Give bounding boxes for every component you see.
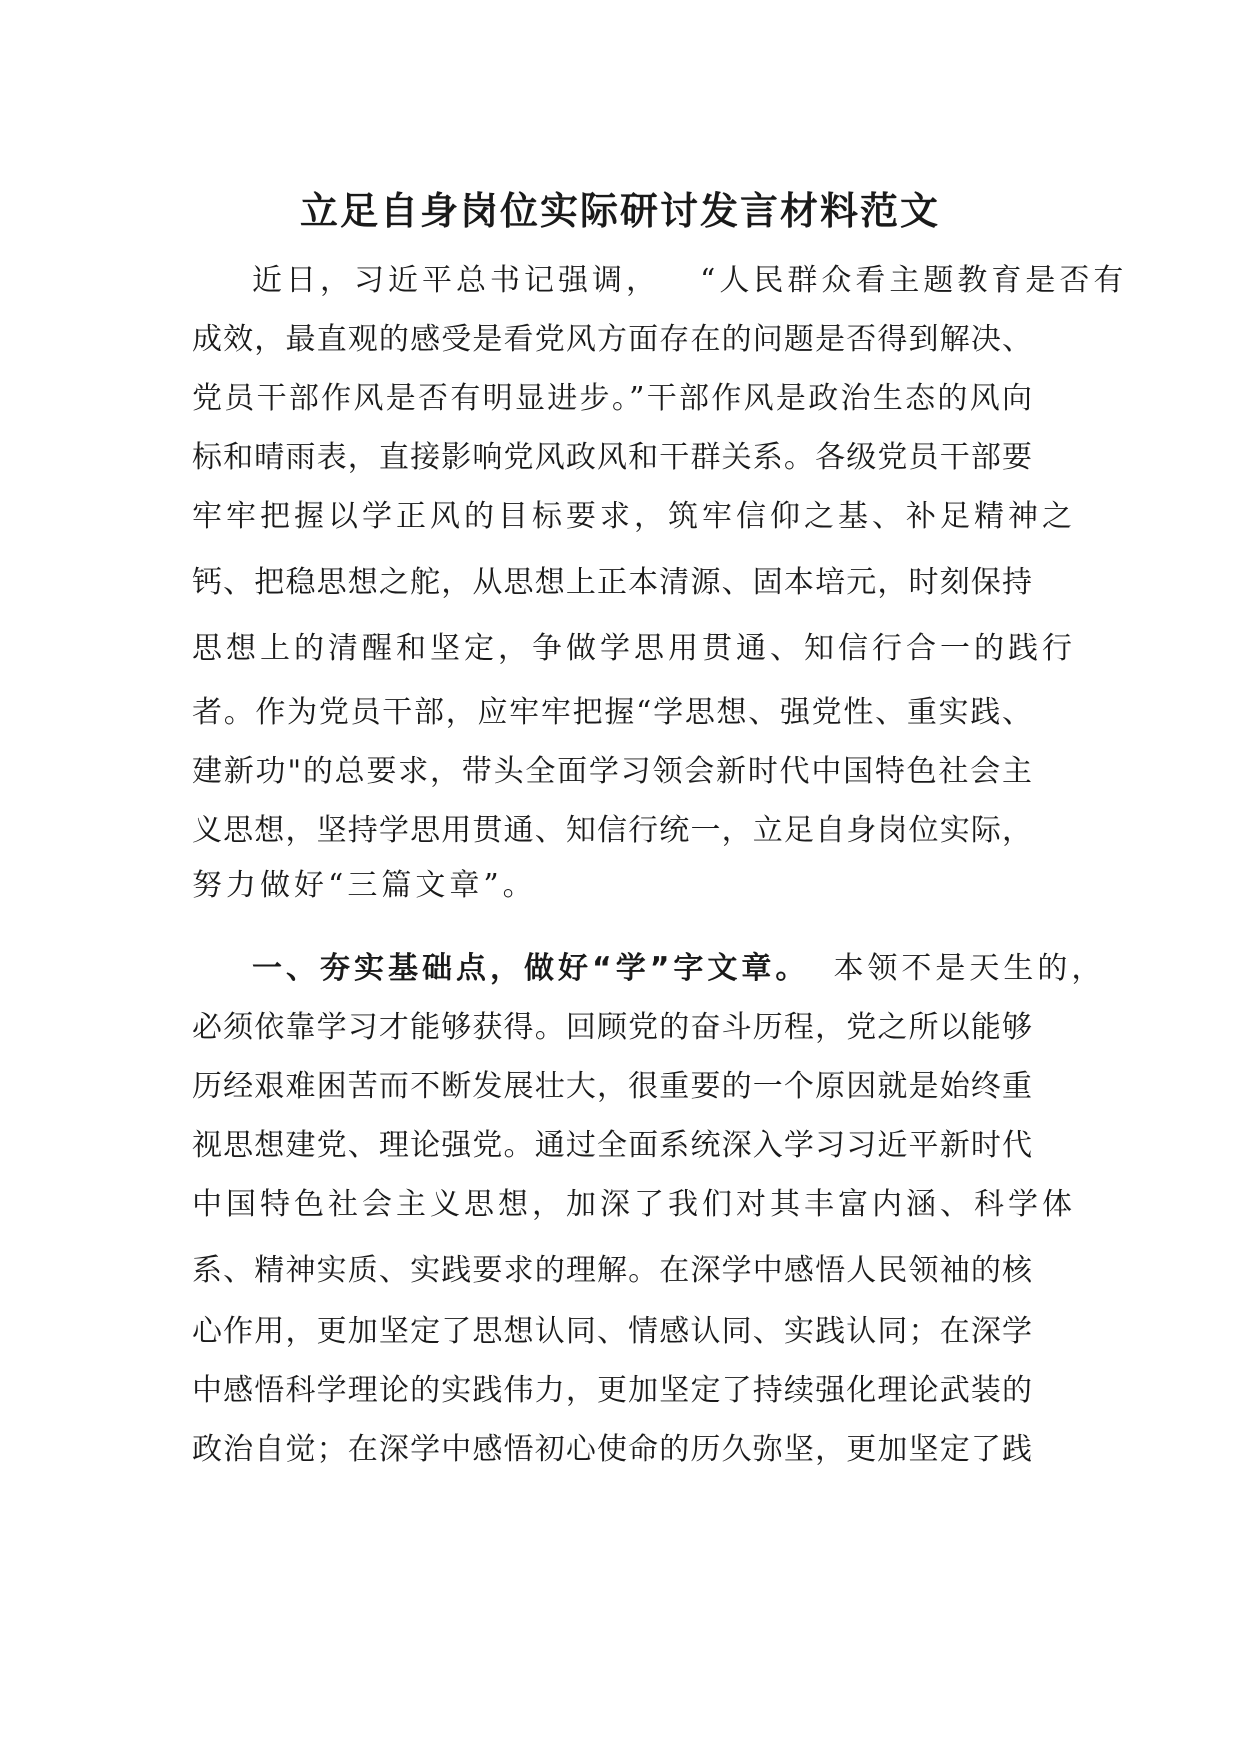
paragraph-line: 视思想建党、理论强党。通过全面系统深入学习习近平新时代 xyxy=(192,1128,1032,1163)
paragraph-line: 思想上的清醒和坚定，争做学思用贯通、知信行合一的践行 xyxy=(192,631,1076,666)
paragraph-line: 中国特色社会主义思想，加深了我们对其丰富内涵、科学体 xyxy=(192,1187,1076,1222)
paragraph-line: 建新功"的总要求，带头全面学习领会新时代中国特色社会主 xyxy=(192,754,1032,789)
quote-segment: “人民群众看主题教育是否有 xyxy=(700,263,1128,298)
paragraph-line: 标和晴雨表，直接影响党风政风和干群关系。各级党员干部要 xyxy=(192,440,1032,475)
paragraph-line: 心作用，更加坚定了思想认同、情感认同、实践认同；在深学 xyxy=(192,1314,1032,1349)
paragraph-line: 必须依靠学习才能够获得。回顾党的奋斗历程，党之所以能够 xyxy=(192,1010,1032,1045)
paragraph-line: 中感悟科学理论的实践伟力，更加坚定了持续强化理论武装的 xyxy=(192,1373,1032,1408)
paragraph-line xyxy=(252,258,1128,304)
paragraph-line: 系、精神实质、实践要求的理解。在深学中感悟人民领袖的核 xyxy=(192,1253,1032,1288)
paragraph-line: 义思想，坚持学思用贯通、知信行统一，立足自身岗位实际， xyxy=(192,813,1032,848)
section-heading: 一、夯实基础点，做好“学”字文章。 xyxy=(252,951,810,986)
paragraph-line: 钙、把稳思想之舵，从思想上正本清源、固本培元，时刻保持 xyxy=(192,565,1032,600)
document-title: 立足自身岗位实际研讨发言材料范文 xyxy=(299,189,940,233)
paragraph-line: 成效，最直观的感受是看党风方面存在的问题是否得到解决、 xyxy=(192,322,1032,357)
text-segment: 近日，习近平总书记强调， xyxy=(252,263,660,298)
text-segment: 本领不是天生的， xyxy=(833,951,1106,986)
paragraph-line: 历经艰难困苦而不断发展壮大，很重要的一个原因就是始终重 xyxy=(192,1069,1032,1104)
paragraph-line: 政治自觉；在深学中感悟初心使命的历久弥坚，更加坚定了践 xyxy=(192,1432,1032,1467)
paragraph-line: 努力做好“三篇文章”。 xyxy=(192,868,537,903)
paragraph-line: 牢牢把握以学正风的目标要求，筑牢信仰之基、补足精神之 xyxy=(192,499,1076,534)
paragraph-line: 者。作为党员干部，应牢牢把握“学思想、强党性、重实践、 xyxy=(192,695,1032,730)
section-first-line xyxy=(252,946,1106,992)
paragraph-line: 党员干部作风是否有明显进步。”干部作风是政治生态的风向 xyxy=(192,381,1032,416)
